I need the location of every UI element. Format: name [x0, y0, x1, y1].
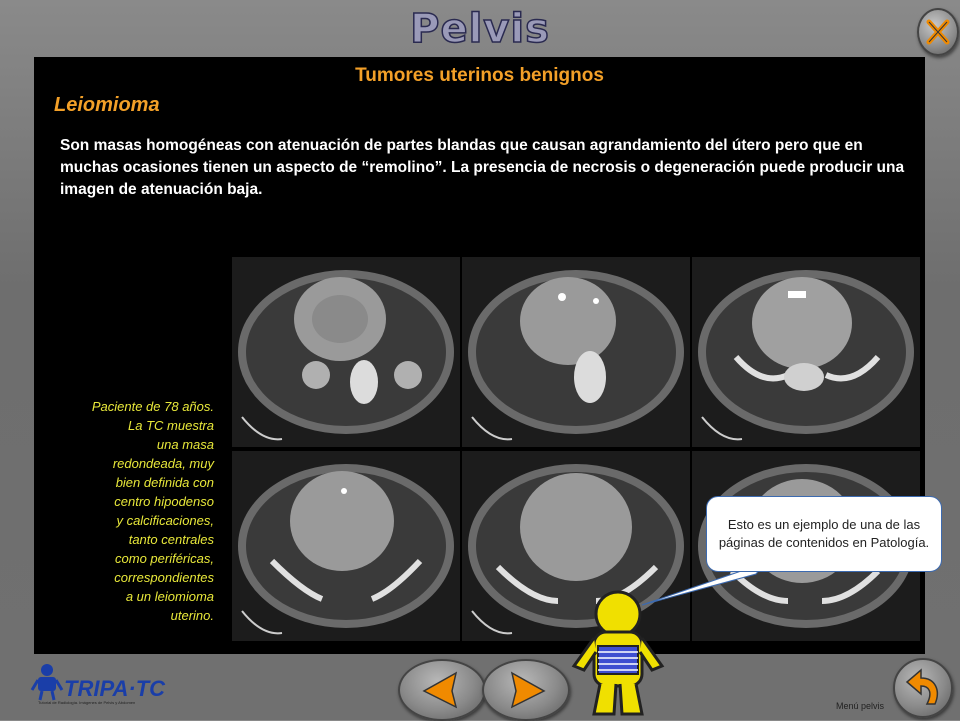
close-button[interactable] [917, 8, 959, 56]
tripatc-logo-icon [30, 662, 64, 702]
mascot-figure-icon [570, 588, 666, 716]
logo-subtext: Tutorial de Radiología. Imágenes de Pelvis y Abdomen [38, 700, 136, 705]
ct-scan-image [232, 451, 460, 641]
speech-bubble [706, 496, 942, 572]
return-arrow-icon [895, 660, 951, 716]
page-header-title: Pelvis [410, 6, 550, 52]
ct-scan-image [462, 257, 690, 447]
section-subtitle: Leiomioma [54, 94, 160, 116]
menu-pelvis-label[interactable]: Menú pelvis [836, 701, 885, 711]
image-caption: Paciente de 78 años. La TC muestra una masa redondeada, muy bien definida con centro hipodenso y calcificaciones, tanto centrales como periféricas, correspondientes a un leiomioma uterino. [91, 399, 214, 623]
speech-bubble-text: Esto es un ejemplo de una de las páginas de contenidos en Patología. [718, 517, 930, 550]
arrow-right-icon [484, 661, 568, 719]
ct-image-grid [232, 257, 922, 641]
section-title: Tumores uterinos benignos [355, 65, 604, 86]
ct-scan-image [692, 257, 920, 447]
back-to-menu-button[interactable] [893, 658, 953, 718]
next-button[interactable] [482, 659, 570, 721]
previous-button[interactable] [398, 659, 486, 721]
close-x-icon [919, 10, 957, 54]
section-description: Son masas homogéneas con atenuación de partes blandas que causan agrandamiento del útero pero que en muchas ocasiones tienen un aspecto de “remolino”. La presencia de necrosis o degeneración puede producir una imagen de atenuación baja. [60, 137, 905, 198]
ct-scan-image [232, 257, 460, 447]
arrow-left-icon [400, 661, 484, 719]
logo-text: TRIPA·TC [64, 676, 166, 701]
